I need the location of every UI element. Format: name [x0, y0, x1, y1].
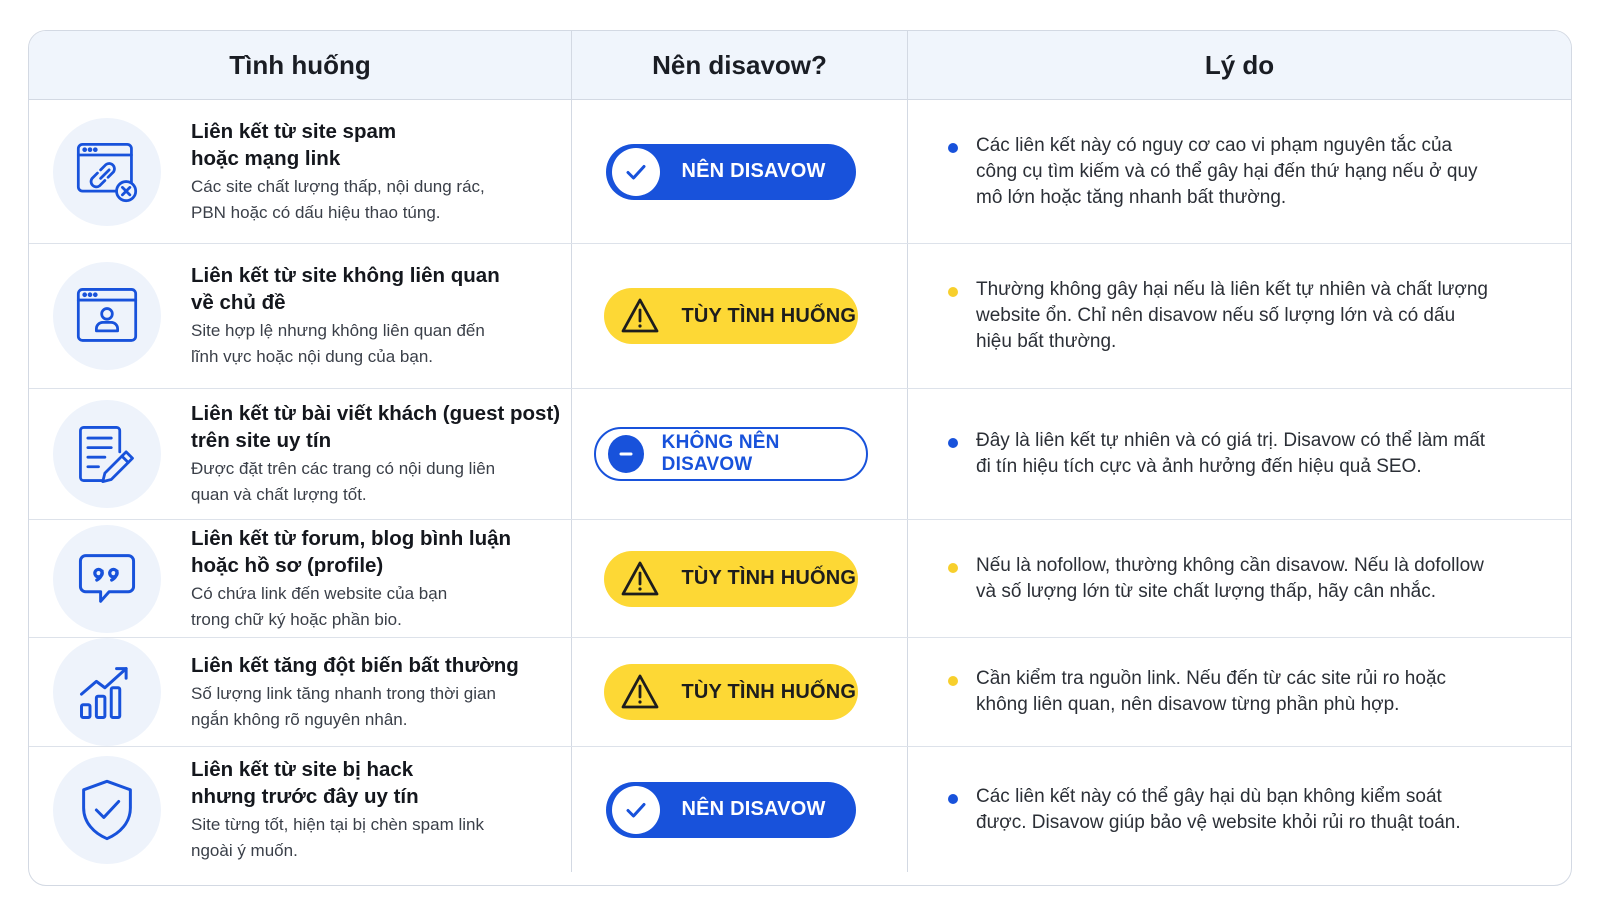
- table-row: [29, 638, 1571, 747]
- bullet-dot: [948, 676, 958, 686]
- reason-text: Thường không gây hại nếu là liên kết tự nhiên và chất lượng website ổn. Chỉ nên disavow nếu số lượng lớn và có dấu hiệu bất thường.: [976, 279, 1488, 352]
- reason-cell: [908, 389, 1571, 519]
- table-row: [29, 389, 1571, 520]
- reason-cell: [908, 244, 1571, 388]
- badge-label: NÊN DISAVOW: [681, 798, 826, 820]
- bullet-dot: [948, 438, 958, 448]
- situation-desc: Các site chất lượng thấp, nội dung rác, PBN hoặc có dấu hiệu thao túng.: [191, 176, 485, 222]
- growth-chart-icon: [53, 638, 161, 746]
- shield-check-icon: [53, 756, 161, 864]
- badge-label: TÙY TÌNH HUỐNG: [681, 567, 857, 589]
- quote-bubble-icon: [53, 525, 161, 633]
- bullet-dot: [948, 143, 958, 153]
- depends-badge: [604, 664, 858, 720]
- table-row: [29, 520, 1571, 638]
- decision-cell: [572, 100, 908, 243]
- situation-title: Liên kết từ site bị hack nhưng trước đây uy tín: [191, 757, 419, 808]
- situation-title: Liên kết tăng đột biến bất thường: [191, 653, 519, 677]
- decision-cell: [572, 638, 908, 746]
- situation-cell: [29, 520, 572, 637]
- depends-badge: [604, 551, 858, 607]
- situation-desc: Được đặt trên các trang có nội dung liên quan và chất lượng tốt.: [191, 459, 496, 504]
- situation-title: Liên kết từ forum, blog bình luận hoặc hồ sơ (profile): [191, 526, 512, 577]
- badge-label: TÙY TÌNH HUỐNG: [681, 304, 857, 327]
- situation-desc: Site từng tốt, hiện tại bị chèn spam link ngoài ý muốn.: [191, 814, 484, 860]
- situation-title: Liên kết từ bài viết khách (guest post) trên site uy tín: [191, 402, 561, 452]
- header-reason: Lý do: [1204, 49, 1275, 80]
- should-disavow-badge: [606, 144, 856, 200]
- broken-link-browser-icon: [53, 118, 161, 226]
- reason-text: Các liên kết này có nguy cơ cao vi phạm nguyên tắc của công cụ tìm kiếm và có thể gây hại đến thứ hạng nếu ở quy mô lớn hoặc tăng nhanh bất thường.: [976, 134, 1478, 208]
- table-row: [29, 747, 1571, 872]
- warning-icon: [618, 294, 662, 338]
- table-row: [29, 244, 1571, 389]
- minus-icon: [608, 435, 644, 473]
- badge-label: KHÔNG NÊN DISAVOW: [661, 432, 780, 475]
- reason-cell: [908, 747, 1571, 872]
- depends-badge: [604, 288, 858, 344]
- reason-cell: [908, 638, 1571, 746]
- situation-cell: [29, 244, 572, 388]
- header-situation: Tình huống: [29, 31, 572, 99]
- user-profile-browser-icon: [53, 262, 161, 370]
- situation-cell: [29, 100, 572, 243]
- reason-cell: [908, 520, 1571, 637]
- decision-cell: [572, 747, 908, 872]
- table-row: [29, 100, 1571, 244]
- reason-text: Các liên kết này có thể gây hại dù bạn không kiểm soát được. Disavow giúp bảo vệ website khỏi rủi ro thuật toán.: [976, 785, 1461, 833]
- reason-text: Cần kiểm tra nguồn link. Nếu đến từ các site rủi ro hoặc không liên quan, nên disavow từng phần phù hợp.: [976, 668, 1447, 715]
- situation-desc: Số lượng link tăng nhanh trong thời gian ngắn không rõ nguyên nhân.: [191, 683, 496, 729]
- situation-cell: [29, 638, 572, 746]
- situation-cell: [29, 747, 572, 872]
- check-icon: [612, 786, 660, 834]
- decision-cell: [572, 520, 908, 637]
- situation-cell: [29, 389, 572, 519]
- situation-desc: Có chứa link đến website của bạn trong chữ ký hoặc phần bio.: [191, 583, 448, 629]
- situation-desc: Site hợp lệ nhưng không liên quan đến lĩnh vực hoặc nội dung của bạn.: [191, 321, 485, 366]
- reason-text: Đây là liên kết tự nhiên và có giá trị. Disavow có thể làm mất đi tín hiệu tích cực và ảnh hưởng đến hiệu quả SEO.: [976, 430, 1486, 477]
- situation-title: Liên kết từ site không liên quan về chủ đề: [191, 264, 500, 314]
- header-should-disavow: Nên disavow?: [572, 31, 908, 99]
- bullet-dot: [948, 287, 958, 297]
- warning-icon: [618, 670, 662, 714]
- should-disavow-badge: [606, 782, 856, 838]
- table-header: [29, 31, 1571, 100]
- decision-cell: [572, 389, 908, 519]
- disavow-decision-table: [28, 30, 1572, 886]
- should-not-disavow-badge: [594, 427, 868, 481]
- decision-cell: [572, 244, 908, 388]
- check-icon: [612, 148, 660, 196]
- document-edit-icon: [53, 400, 161, 508]
- warning-icon: [618, 557, 662, 601]
- badge-label: TÙY TÌNH HUỐNG: [681, 680, 857, 703]
- badge-label: NÊN DISAVOW: [681, 160, 826, 182]
- reason-text: Nếu là nofollow, thường không cần disavow. Nếu là dofollow và số lượng lớn từ site chất lượng thấp, hãy cân nhắc.: [976, 554, 1484, 602]
- bullet-dot: [948, 563, 958, 573]
- reason-cell: [908, 100, 1571, 243]
- situation-title: Liên kết từ site spam hoặc mạng link: [191, 119, 397, 170]
- bullet-dot: [948, 794, 958, 804]
